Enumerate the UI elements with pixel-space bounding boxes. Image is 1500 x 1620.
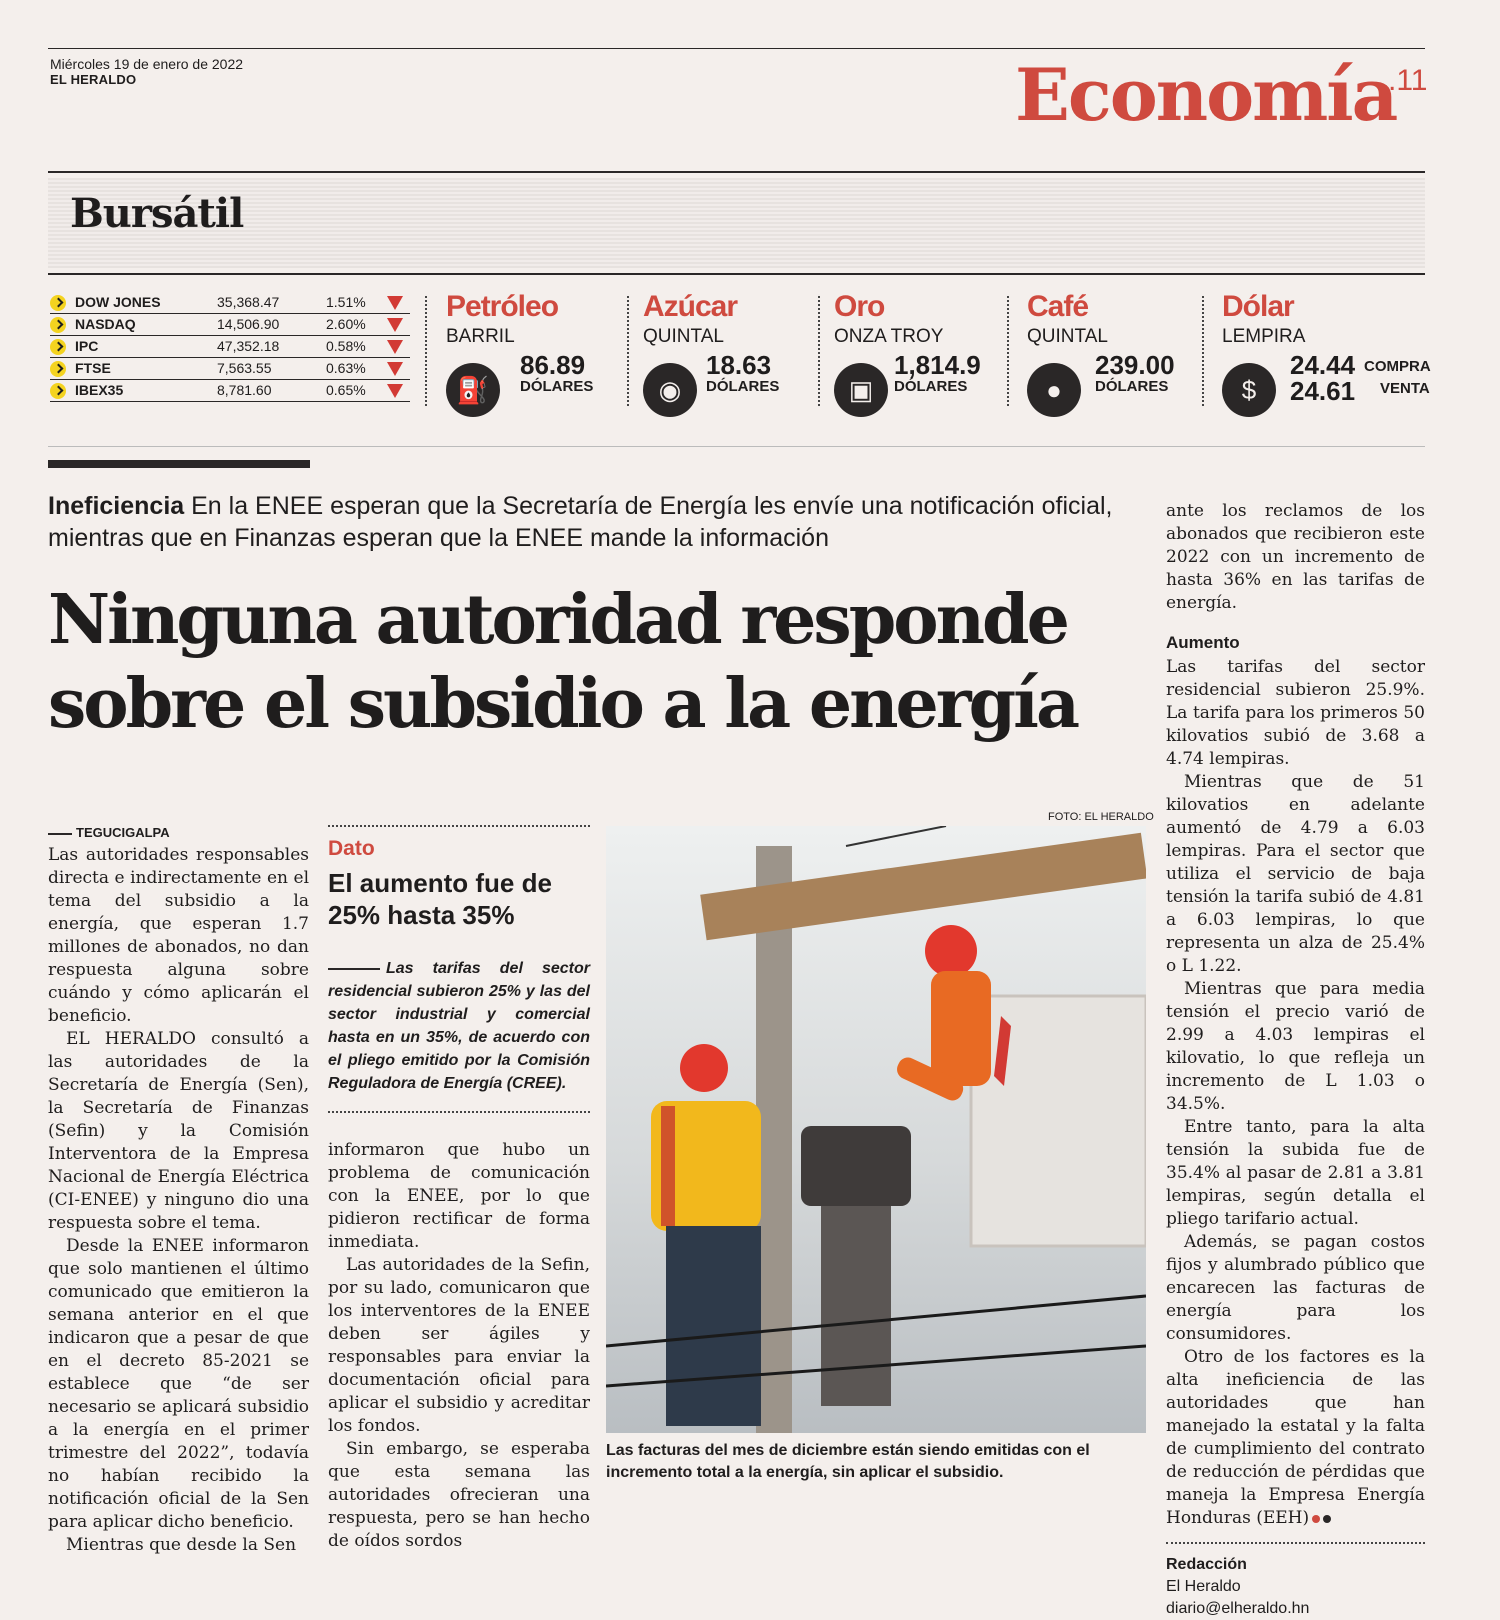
paragraph: EL HERALDO consultó a las autoridades de la Secretaría de Energía (Sen), la Secretaría de Finanzas (Sefin) y la Comisión Interventora de la Empresa Nacional de Energía Eléctrica (CI-ENEE) y ninguno dio una respuesta sobre el tema. bbox=[48, 1029, 309, 1233]
dolar-sell-value: 24.61 bbox=[1290, 376, 1356, 406]
article-column-2 bbox=[328, 1139, 590, 1553]
bursatil-rule bbox=[48, 273, 1425, 275]
power-line bbox=[846, 826, 946, 846]
bursatil-band bbox=[48, 178, 1425, 268]
article-column-1 bbox=[48, 821, 309, 1557]
article-kicker bbox=[48, 490, 1148, 554]
paragraph: Desde la ENEE informaron que solo mantienen el último comunicado que emitieron la semana anterior en el que indicaron que a pesar de que en el decreto 85-2021 se establece que “de ser necesario se aplicará subsidio a la energía en el primer trimestre del 2022”, todavía no habían recibido la notificación oficial de la Sen para aplicar dicho beneficio. bbox=[48, 1236, 309, 1532]
commodity-currency: DÓLARES bbox=[1095, 378, 1169, 395]
dotted-rule bbox=[1166, 1542, 1425, 1544]
commodity-title: Dólar bbox=[1222, 290, 1294, 323]
sugar-sack-icon: ◉ bbox=[643, 363, 697, 417]
chevron-right-icon bbox=[50, 383, 66, 399]
paragraph: Las autoridades de la Sefin, por su lado, comunicaron que los interventores de la ENEE deben ser ágiles y responsables para enviar la documentación oficial para aplicar el subsidio y acreditar los fondos. bbox=[328, 1255, 590, 1436]
photo-illustration bbox=[606, 826, 1146, 1433]
stock-row bbox=[50, 380, 410, 402]
dotted-rule bbox=[328, 825, 590, 827]
commodity-value: 18.63 bbox=[706, 350, 772, 380]
harness-strap bbox=[661, 1106, 675, 1226]
section-title: Economía bbox=[1015, 52, 1397, 137]
stock-name: NASDAQ bbox=[75, 316, 136, 332]
paragraph: Sin embargo, se esperaba que esta semana las autoridades ofrecieran una respuesta, pero se han hecho de oídos sordos bbox=[328, 1439, 590, 1551]
gold-bars-icon: ▣ bbox=[834, 363, 888, 417]
header-rule bbox=[48, 171, 1425, 173]
down-triangle-icon bbox=[387, 296, 403, 310]
paragraph: Las autoridades responsables directa e indirectamente en el tema del subsidio a la energía, que esperan 1.7 millones de abonados, no dan respuesta alguna sobre cuándo y cómo aplicarán el beneficio. bbox=[48, 845, 309, 1026]
paragraph: Mientras que para media tensión el precio varió de 2.99 a 4.03 lempiras el kilovatio, lo que refleja un incremento de L 1.03 o 34.5%. bbox=[1166, 979, 1425, 1114]
photo-credit: FOTO: EL HERALDO bbox=[1048, 811, 1154, 823]
commodity-currency: DÓLARES bbox=[706, 378, 780, 395]
byline-email: diario@elheraldo.hn bbox=[1166, 1600, 1310, 1617]
stock-value: 7,563.55 bbox=[217, 360, 272, 376]
paragraph: Entre tanto, para la alta tensión la subida fue de 35.4% al pasar de 2.81 a 3.81 lempiras, según detalla el pliego tarifario actual. bbox=[1166, 1117, 1425, 1229]
bursatil-bottom-rule bbox=[48, 446, 1425, 447]
commodity-title: Oro bbox=[834, 290, 885, 323]
paragraph: informaron que hubo un problema de comunicación con la ENEE, por lo que pidieron rectificar de forma inmediata. bbox=[328, 1140, 590, 1252]
stock-row bbox=[50, 358, 410, 380]
chevron-right-icon bbox=[50, 339, 66, 355]
commodity-unit: BARRIL bbox=[446, 326, 515, 347]
commodity-currency: DÓLARES bbox=[894, 378, 968, 395]
chevron-right-icon bbox=[50, 361, 66, 377]
newspaper-name: EL HERALDO bbox=[50, 72, 137, 87]
transformer bbox=[801, 1126, 911, 1206]
down-triangle-icon bbox=[387, 318, 403, 332]
bucket-truck-basket bbox=[971, 996, 1146, 1246]
worker-right bbox=[931, 971, 991, 1086]
paragraph-text: Otro de los factores es la alta ineficiencia de las autoridades que han manejado la estatal y la falta de cumplimiento del contrato de reducción de pérdidas que maneja la Empresa Energía Honduras (EEH) bbox=[1166, 1347, 1425, 1528]
article-headline: Ninguna autoridad responde sobre el subsidio a la energía bbox=[48, 580, 1078, 744]
chevron-right-icon bbox=[50, 317, 66, 333]
paragraph: Mientras que de 51 kilovatios en adelante aumentó de 4.79 a 6.03 lempiras. Para el sector que utiliza el servicio de baja tensión la tarifa subió de 4.81 a 6.03 lempiras, lo que representa un alza de 25.4% o L 1.22. bbox=[1166, 772, 1425, 976]
article-column-3 bbox=[1166, 500, 1425, 1620]
commodity-azucar bbox=[643, 290, 793, 405]
kicker-text: En la ENEE esperan que la Secretaría de Energía les envíe una notificación oficial, mientras que en Finanzas esperan que la ENEE mande la información bbox=[48, 492, 1113, 552]
stock-name: FTSE bbox=[75, 360, 111, 376]
dolar-buy-label: COMPRA bbox=[1364, 358, 1431, 375]
commodity-unit: QUINTAL bbox=[1027, 326, 1108, 347]
article-photo-lineworkers bbox=[606, 826, 1146, 1433]
dato-box bbox=[328, 825, 590, 1113]
divider bbox=[425, 296, 427, 406]
dato-body bbox=[328, 957, 590, 1095]
stock-name: IBEX35 bbox=[75, 382, 124, 398]
end-mark-icon bbox=[1323, 1515, 1331, 1523]
dateline: TEGUCIGALPA bbox=[48, 821, 309, 844]
paragraph: ante los reclamos de los abonados que recibieron este 2022 con un incremento de hasta 36% en las tarifas de energía. bbox=[1166, 501, 1425, 613]
helmet-right bbox=[925, 925, 977, 977]
utility-pole bbox=[756, 846, 792, 1433]
commodity-value: 239.00 bbox=[1095, 350, 1175, 380]
stock-value: 14,506.90 bbox=[217, 316, 280, 332]
coffee-beans-icon: ● bbox=[1027, 363, 1081, 417]
page-number: .11 bbox=[1388, 64, 1428, 97]
insulator-stack bbox=[821, 1206, 891, 1406]
dato-title: El aumento fue de 25% hasta 35% bbox=[328, 868, 552, 930]
dato-body-text: Las tarifas del sector residencial subieron 25% y las del sector industrial y comercial hasta en un 35%, de acuerdo con el pliego emitido por la Comisión Reguladora de Energía (CREE). bbox=[328, 960, 590, 1092]
oil-can-icon: ⛽ bbox=[446, 363, 500, 417]
kicker-label: Ineficiencia bbox=[48, 492, 185, 520]
end-mark-icon bbox=[1312, 1515, 1320, 1523]
commodity-unit: ONZA TROY bbox=[834, 326, 944, 347]
commodity-unit: QUINTAL bbox=[643, 326, 724, 347]
divider bbox=[818, 296, 820, 406]
subhead-aumento: Aumento bbox=[1166, 633, 1240, 652]
down-triangle-icon bbox=[387, 362, 403, 376]
divider bbox=[627, 296, 629, 406]
bursatil-title: Bursátil bbox=[70, 190, 244, 237]
commodity-title: Café bbox=[1027, 290, 1089, 323]
top-rule bbox=[48, 48, 1425, 49]
paragraph bbox=[1166, 1346, 1425, 1530]
photo-caption: Las facturas del mes de diciembre están siendo emitidas con el incremento total a la energía, sin aplicar el subsidio. bbox=[606, 1442, 1090, 1481]
commodity-dolar bbox=[1222, 290, 1431, 406]
stock-change: 1.51% bbox=[326, 294, 366, 310]
commodity-unit: LEMPIRA bbox=[1222, 326, 1306, 347]
dato-label: Dato bbox=[328, 837, 375, 860]
commodity-title: Azúcar bbox=[643, 290, 738, 323]
stock-value: 35,368.47 bbox=[217, 294, 280, 310]
down-triangle-icon bbox=[387, 340, 403, 354]
divider bbox=[1202, 296, 1204, 406]
byline-name: El Heraldo bbox=[1166, 1578, 1241, 1595]
money-bag-icon: $ bbox=[1222, 363, 1276, 417]
dotted-rule bbox=[328, 1111, 590, 1113]
divider bbox=[1007, 296, 1009, 406]
worker-left-legs bbox=[666, 1226, 761, 1426]
paragraph: Además, se pagan costos fijos y alumbrado público que encarecen las facturas de energía para los consumidores. bbox=[1166, 1232, 1425, 1344]
commodity-value: 86.89 bbox=[520, 350, 586, 380]
stock-value: 47,352.18 bbox=[217, 338, 280, 354]
commodity-oro bbox=[834, 290, 984, 405]
stock-change: 0.65% bbox=[326, 382, 366, 398]
stock-row bbox=[50, 314, 410, 336]
stock-row bbox=[50, 336, 410, 358]
dolar-buy-value: 24.44 bbox=[1290, 350, 1356, 380]
issue-date: Miércoles 19 de enero de 2022 bbox=[50, 56, 244, 72]
stock-value: 8,781.60 bbox=[217, 382, 272, 398]
stock-name: DOW JONES bbox=[75, 294, 161, 310]
down-triangle-icon bbox=[387, 384, 403, 398]
stock-change: 0.63% bbox=[326, 360, 366, 376]
helmet-left bbox=[680, 1044, 728, 1092]
stock-name: IPC bbox=[75, 338, 99, 354]
paragraph: Las tarifas del sector residencial subieron 25.9%. La tarifa para los primeros 50 kilovatios subió de 3.68 a 4.74 lempiras. bbox=[1166, 657, 1425, 769]
stock-row bbox=[50, 292, 410, 314]
stock-change: 2.60% bbox=[326, 316, 366, 332]
article-top-bar bbox=[48, 460, 310, 468]
commodity-value: 1,814.9 bbox=[894, 350, 981, 380]
dolar-sell-label: VENTA bbox=[1380, 380, 1430, 397]
paragraph: Mientras que desde la Sen bbox=[66, 1535, 297, 1555]
stock-table bbox=[50, 292, 410, 402]
commodity-petroleo bbox=[446, 290, 596, 405]
chevron-right-icon bbox=[50, 295, 66, 311]
commodity-title: Petróleo bbox=[446, 290, 559, 323]
stock-change: 0.58% bbox=[326, 338, 366, 354]
commodity-cafe bbox=[1027, 290, 1187, 405]
commodity-currency: DÓLARES bbox=[520, 378, 594, 395]
byline-label: Redacción bbox=[1166, 1556, 1247, 1573]
